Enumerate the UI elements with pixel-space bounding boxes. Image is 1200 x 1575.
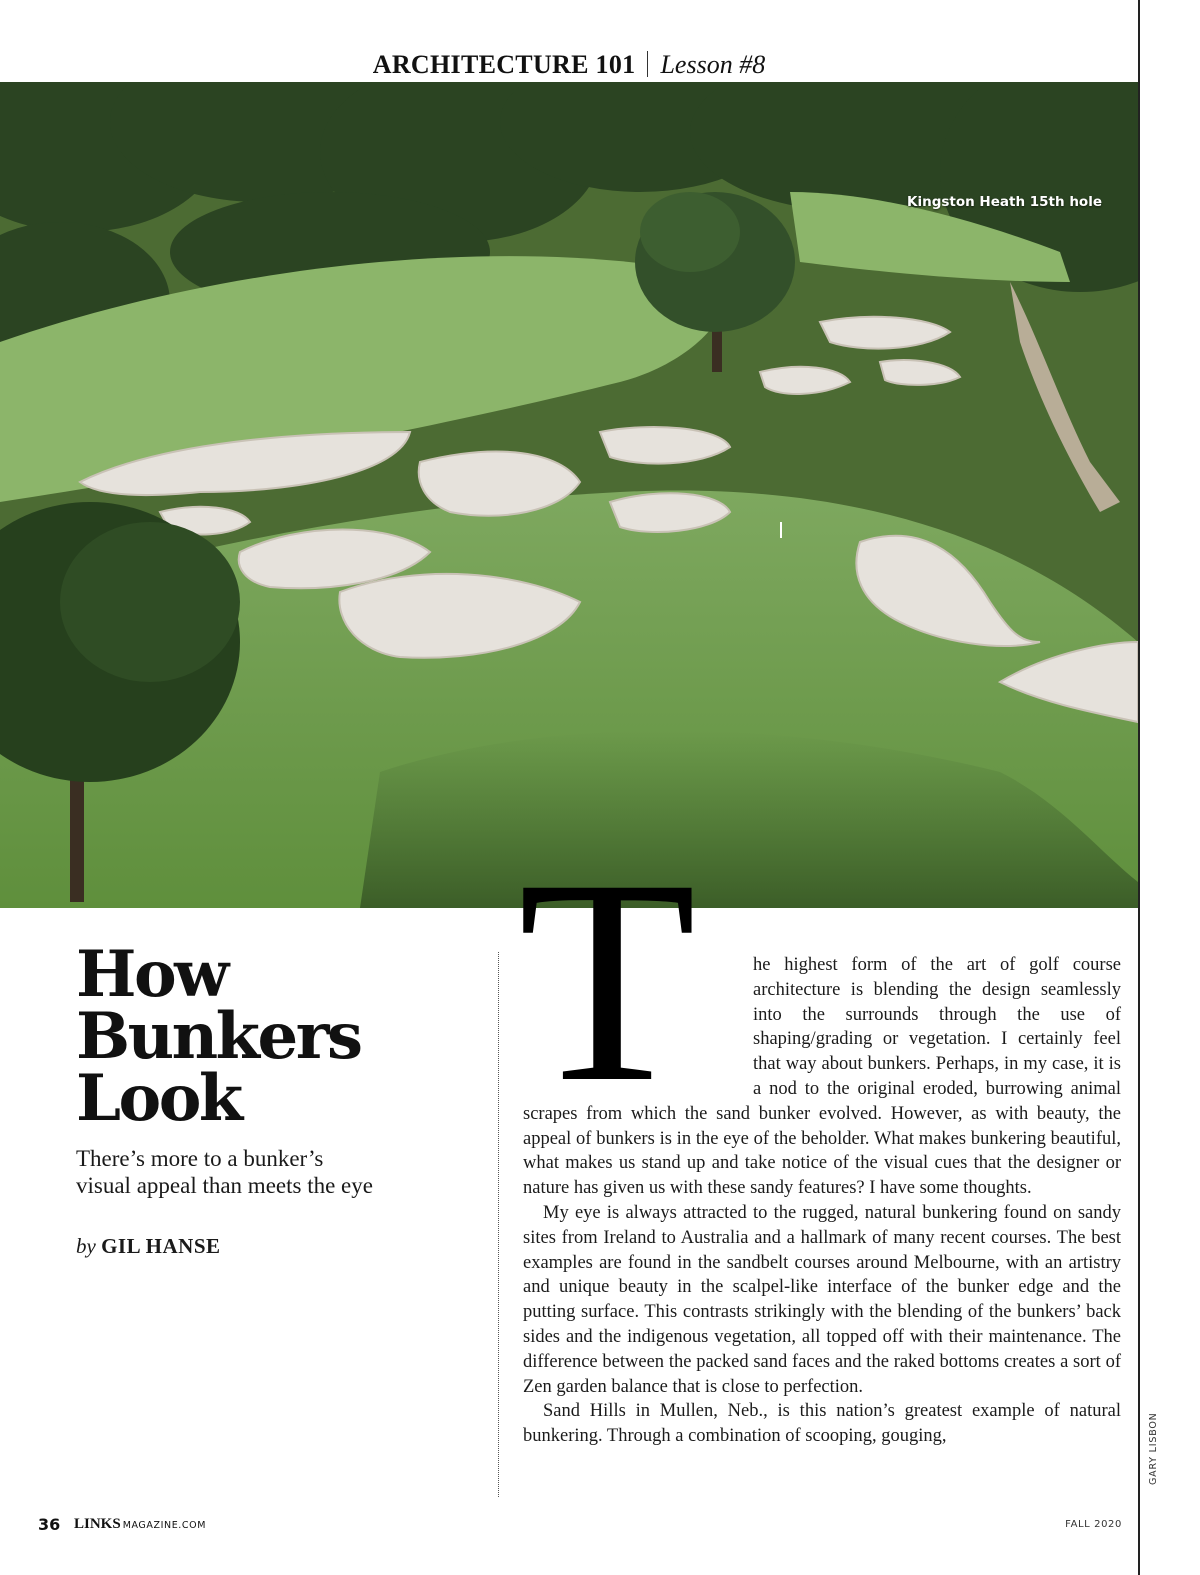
headline-line: Look [76,1061,241,1136]
magazine-brand [74,1516,206,1533]
article-dek: There’s more to a bunker’s visual appeal than meets the eye [76,1146,373,1198]
article-headline [76,937,361,1136]
byline [76,1234,221,1259]
photo-credit [1148,1412,1168,1495]
article-body [523,953,1121,1449]
author-name: GIL HANSE [101,1234,221,1258]
issue-label: FALL 2020 [1065,1519,1122,1530]
section-header [0,48,1138,82]
body-paragraph: My eye is always attracted to the rugged, natural bunkering found on sandy sites from Ireland to Australia and a hallmark of many recent courses. The best examples are found in the sandbelt courses around Melbourne, with an artistry and unique beauty in the scalpel-like interface of the bunker edge and the putting surface. This contrasts strikingly with the blending of the bunkers’ back sides and the indigenous vegetation, all topped off with their maintenance. The difference between the packed sand faces and the raked bottoms creates a sort of Zen garden balance that is close to perfection. [523,1202,1121,1397]
page-edge-rule [1138,0,1140,1575]
body-paragraph: Sand Hills in Mullen, Neb., is this nation’s greatest example of natural bunkering. Through a combination of scooping, gouging, [523,1401,1121,1447]
column-divider [498,952,499,1497]
headline-line: How [76,937,227,1012]
header-separator [647,51,648,77]
brand-domain: MAGAZINE.COM [122,1520,207,1531]
photo-caption: Kingston Heath 15th hole [907,194,1102,210]
pin-flag [780,522,782,538]
page-number: 36 [38,1515,61,1534]
headline-line: Bunkers [76,999,361,1074]
page-footer [38,1515,1122,1537]
photo-credit-text: GARY LISBON [1148,1412,1159,1485]
lesson-label: Lesson #8 [660,50,766,79]
hero-photo [0,82,1138,908]
body-paragraph: he highest form of the art of golf course architecture is blending the design seamlessly into the surrounds through the use of shaping/grading or vegetation. I certainly feel that way about bunkers. Perhaps, in my case, it is a nod to the original eroded, burrowing animal scrapes from which the sand bunker evolved. However, as with beauty, the appeal of bunkers is in the eye of the beholder. What makes bunkering beautiful, what makes us stand up and take notice of the visual cues that the designer or nature has given us with these sandy features? I have some thoughts. [523,955,1121,1199]
byline-prefix: by [76,1234,96,1258]
section-name: ARCHITECTURE 101 [372,50,636,79]
drop-cap: T [518,820,697,1143]
brand-name: LINKS [74,1516,121,1532]
